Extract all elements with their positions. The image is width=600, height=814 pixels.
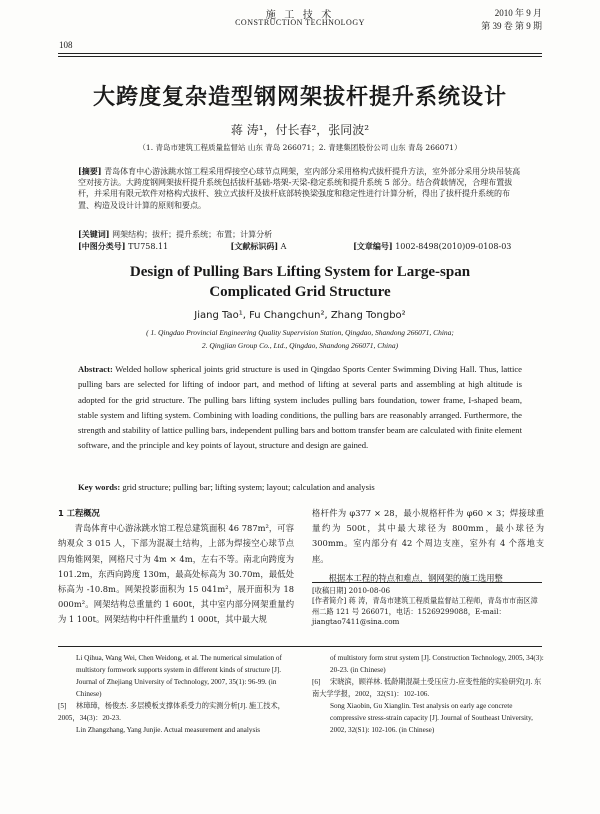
reference-text: 宋晓滨，顾祥林. 低龄期混凝土受压应力-应变性能的实验研究[J]. 东南大学学报，2002，32(S1)：102-106. xyxy=(312,678,542,698)
abstract-cn-label: [摘要] xyxy=(78,166,102,176)
body-column-right xyxy=(312,506,544,586)
reference-text: 林璋璋，杨俊杰. 多层模板支撑体系受力的实测分析[J]. 施工技术，2005，34(3)：20-23. xyxy=(58,702,285,722)
authors-cn: 蒋 涛¹，付长春²，张同波² xyxy=(230,123,370,137)
footnote-received: [收稿日期] 2010-08-06 xyxy=(312,586,391,595)
footnote xyxy=(312,582,542,628)
paper-title-cn: 大跨度复杂造型钢网架拔杆提升系统设计 xyxy=(92,85,507,110)
body-column-left xyxy=(58,506,294,628)
body-paragraph-right: 格杆件为 φ377 × 28，最小规格杆件为 φ60 × 3；焊接球重量约为 500t，其中最大球径为 800mm，最小球径为 300mm。室内部分有 42 个周边支座，室外有 4 个落地支座。 xyxy=(312,508,544,564)
keywords-en-text: grid structure; pulling bar; lifting system; layout; calculation and analysis xyxy=(122,482,375,492)
doc-code-label: [文献标识码] xyxy=(230,241,279,251)
references-left xyxy=(58,652,294,736)
authors-en: Jiang Tao¹, Fu Changchun², Zhang Tongbo² xyxy=(194,310,406,321)
reference-text: Song Xiaobin, Gu Xianglin. Test analysis on early age concrete compressive stress-strain capacity [J]. Journal of Southeast University, 2002, 32(S1): 102-106. (in Chinese) xyxy=(330,702,533,734)
header-rule xyxy=(58,53,542,54)
keywords-cn-text: 网架结构；拔杆；提升系统；布置；计算分析 xyxy=(112,230,273,239)
affiliations-cn: （1. 青岛市建筑工程质量监督站 山东 青岛 266071；2. 青建集团股份公司 山东 青岛 266071） xyxy=(138,143,462,152)
reference-item xyxy=(312,700,544,736)
reference-number: [6] xyxy=(312,678,321,686)
doc-code-value: A xyxy=(280,242,287,251)
page-number: 108 xyxy=(59,40,73,50)
references-rule xyxy=(58,646,542,647)
reference-item xyxy=(312,676,544,700)
abstract-cn xyxy=(78,166,522,211)
header-rule-thin xyxy=(58,56,542,57)
reference-text: of multistory form strut system [J]. Construction Technology, 2005, 34(3): 20-23. (in Chinese) xyxy=(330,654,544,674)
paper-title-en xyxy=(0,262,600,302)
volume-issue: 第 39 卷 第 9 期 xyxy=(481,21,542,31)
affiliations-en xyxy=(0,326,600,352)
keywords-en xyxy=(78,482,522,492)
journal-name-en: CONSTRUCTION TECHNOLOGY xyxy=(235,18,365,27)
abstract-en-label: Abstract: xyxy=(78,364,113,374)
abstract-cn-text: 青岛体育中心游泳跳水馆工程采用焊接空心球节点网架，室内部分采用格构式拔杆提升方法，室外部分采用分块吊装高空对接方法。大跨度钢网架拔杆提升系统包括拔杆基础-塔架-天梁-稳定系统和提升系统 5 部分。结合荷载情况，合理布置拔杆，并采用有限元软件对格构式拔杆、独立式拔杆及拔杆底部转换梁强度和稳定性进行计算分析，得出了拔杆提升系统的布置、构造及设计计算的原则和要点。 xyxy=(78,167,521,210)
journal-name-cn: 施 工 技 术 xyxy=(265,10,335,21)
keywords-cn xyxy=(78,229,522,240)
paper-title-en-line1: Design of Pulling Bars Lifting System for Large-span xyxy=(129,264,471,280)
reference-text: Li Qihua, Wang Wei, Chen Weidong, et al. The numerical simulation of multistory formwork supports system in different kinds of structure [J]. Journal of Zhejiang University of Technology, 2007, 35(1): 96-99. (in Chinese) xyxy=(76,654,282,698)
reference-item xyxy=(58,724,294,736)
reference-text: Lin Zhangzhang, Yang Junjie. Actual measurement and analysis xyxy=(76,726,261,734)
keywords-en-label: Key words: xyxy=(78,482,121,492)
footnote-author: [作者简介] 蒋 涛，青岛市建筑工程质量监督站工程师，青岛市市南区漳州二路 121 号 266071，电话：15269299088，E-mail：jiangtao7411@sina.com xyxy=(312,596,538,627)
issue-date: 2010 年 9 月 xyxy=(494,8,542,18)
keywords-cn-label: [关键词] xyxy=(78,229,110,239)
clc-label: [中图分类号] xyxy=(78,241,126,251)
abstract-en-text: Welded hollow spherical joints grid structure is used in Qingdao Sports Center Swimming Diving Hall. Thus, lattice pulling bars are selected for lifting of indoor part, and method of lifting at several parts and assembling at high altitude is adopted for the grid structure. The pulling bars lifting system includes pulling bars foundation, tower frame, I-shaped beam, stable system and lifting system. Combining with loading conditions, the pulling bars are reasonably arranged. Furthermore, the strength and stability of lattice pulling bars, independent pulling bars and bottom transfer beam are calculated with finite element software, and the principle and key points of layout, structure and design are gained. xyxy=(78,364,522,451)
section-heading: 1 工程概况 xyxy=(58,508,100,518)
references-right xyxy=(312,652,544,736)
reference-item xyxy=(312,652,544,676)
body-paragraph-left: 青岛体育中心游泳跳水馆工程总建筑面积 46 787m²，可容纳观众 3 015 人，下部为混凝土结构，上部为焊接空心球节点四角锥网架，网格尺寸为 4m × 4m，左右不等。南北向跨度为 101.2m，东西向跨度 130m，最高处标高为 30.70m，最低处标高为 -10.8m。网架投影面积为 15 041m²，展开面积为 18 000m²。网架结构总重量约 1 600t，其中室内部分网架重量约为 1 100t。网架结构中杆件重量约 1 000t，其中最大规 xyxy=(58,523,294,625)
classification-line xyxy=(78,241,522,252)
reference-item xyxy=(58,700,294,724)
article-no-label: [文章编号] xyxy=(353,241,393,251)
reference-number: [5] xyxy=(58,702,67,710)
clc-value: TU758.11 xyxy=(128,242,169,251)
abstract-en xyxy=(78,362,522,454)
body-paragraph-right-2: 根据本工程的特点和难点，钢网架的施工选用整 xyxy=(328,572,503,583)
affiliation-en-2: 2. Qingjian Group Co., Ltd., Qingdao, Shandong 266071, China) xyxy=(201,341,399,350)
affiliation-en-1: ( 1. Qingdao Provincial Engineering Quality Supervision Station, Qingdao, Shandong 266071, China; xyxy=(146,328,454,337)
paper-title-en-line2: Complicated Grid Structure xyxy=(209,284,391,300)
article-no-value: 1002-8498(2010)09-0108-03 xyxy=(395,242,512,251)
reference-item xyxy=(58,652,294,700)
